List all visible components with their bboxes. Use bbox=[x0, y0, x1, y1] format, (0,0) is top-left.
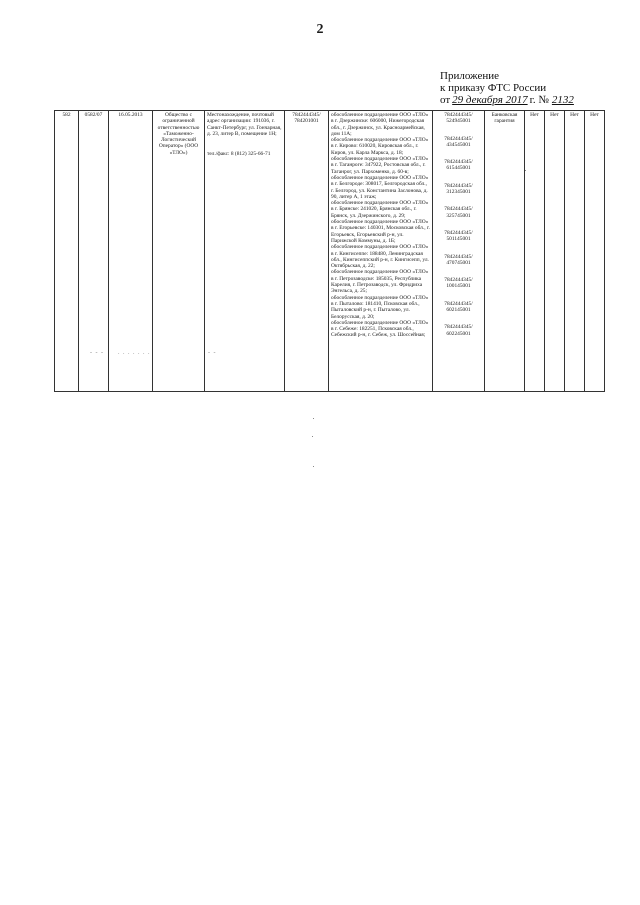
page-number: 2 bbox=[316, 22, 324, 37]
scan-artifact: - - - bbox=[90, 350, 104, 356]
branch-inn: 7842444345/ 434545001 bbox=[444, 135, 473, 148]
scan-artifact bbox=[312, 436, 313, 437]
organization-address: Местонахождение, почтовый адрес организации: 191036, г. Санкт-Петербург, ул. Гончарная, д. 23, литер В, помещение 1Н; bbox=[207, 112, 282, 137]
branch-inn: 7842444345/ 100145001 bbox=[444, 277, 473, 290]
order-date: 29 декабря 2017 bbox=[452, 94, 528, 106]
branch-item: обособленное подразделение ООО «ТЛО» в г. Пыталово: 181410, Псковская обл., Пыталовский р-н, г. Пыталово, ул. Белорусская, д. 20; bbox=[331, 294, 429, 320]
organization-name: Общество с ограниченной ответственностью «Таможенно-Логистический Оператор» (ООО «ТЛО») bbox=[153, 111, 205, 392]
branches-cell bbox=[329, 111, 433, 392]
scan-artifact bbox=[525, 170, 526, 171]
organization-address-cell bbox=[205, 111, 285, 392]
branch-inn: 7842444345/ 325745001 bbox=[444, 206, 473, 219]
branch-inn: 7842444345/ 312345001 bbox=[444, 182, 473, 196]
status-cell-b: Нет bbox=[545, 111, 565, 392]
branch-item: обособленное подразделение ООО «ТЛО» в г. Брянске: 241020, Брянская обл., г. Брянск, ул. Дзержинского, д. 29; bbox=[331, 200, 429, 219]
branch-item: обособленное подразделение ООО «ТЛО» в г. Дзержинске: 606000, Нижегородская обл., г. Дзержинск, ул. Красноармейская, дом 11А; bbox=[331, 112, 429, 137]
scan-artifact bbox=[313, 466, 314, 467]
order-suffix: г. № bbox=[529, 94, 549, 106]
organization-phone: тел./факс: 8 (812) 325-66-71 bbox=[207, 151, 271, 158]
branch-item: обособленное подразделение ООО «ТЛО» в г. Петрозаводске: 185035, Республика Карелия, г. Петрозаводск, ул. Фридриха Энгельса, д. 25; bbox=[331, 269, 429, 295]
appendix-header bbox=[440, 70, 574, 106]
status-cell-a: Нет bbox=[525, 111, 545, 392]
branch-inn: 7842444345/ 470745001 bbox=[444, 253, 473, 266]
order-number: 2132 bbox=[551, 94, 574, 106]
order-line bbox=[440, 94, 574, 106]
branch-inn: 7842444345/ 602245001 bbox=[444, 324, 473, 337]
branch-inn: 7842444345/ 615445001 bbox=[444, 159, 473, 172]
row-number: 582 bbox=[55, 111, 79, 392]
branch-item: обособленное подразделение ООО «ТЛО» в г. Кингисеппе: 188480, Ленинградская обл., Кингисеппский р-н, г. Кингисепп, ул. Октябрьская, д. 22; bbox=[331, 244, 429, 270]
branch-inn: 7842444345/ 524945001 bbox=[444, 112, 473, 125]
branch-inn: 7842444345/ 501145001 bbox=[444, 229, 473, 243]
guarantee-type: Банковская гарантия bbox=[485, 111, 525, 392]
inn-kpp: 7842444345/ 784201001 bbox=[285, 111, 329, 392]
registration-number: 0582/07 bbox=[79, 111, 109, 392]
branch-item: обособленное подразделение ООО «ТЛО» в г. Таганроге: 347922, Ростовская обл., г. Таганрог, ул. Пархоменко, д. 60-в; bbox=[331, 156, 429, 175]
order-prefix: от bbox=[440, 94, 451, 106]
status-cell-c: Нет bbox=[565, 111, 585, 392]
branch-item: обособленное подразделение ООО «ТЛО» в г. Белгороде: 308017, Белгородская обл., г. Белгород, ул. Константина Заслонова, д. 90, литер А, 1 этаж; bbox=[331, 174, 429, 200]
status-cell-d: Нет bbox=[585, 111, 605, 392]
appendix-title: Приложение bbox=[440, 70, 500, 82]
branch-item: обособленное подразделение ООО «ТЛО» в г. Егорьевске: 140301, Московская обл., г. Егорьевск, Егорьевский р-н, ул. Парижской Коммуны, д. 1Б; bbox=[331, 219, 430, 244]
branch-item: обособленное подразделение ООО «ТЛО» в г. Кирово: 610020, Кировская обл., г. Киров, ул. Карла Маркса, д. 18; bbox=[331, 137, 429, 156]
branch-inn-cell bbox=[433, 111, 485, 392]
scan-artifact bbox=[313, 418, 314, 419]
branch-inn: 7842444345/ 602145001 bbox=[444, 300, 473, 314]
branch-item: обособленное подразделение ООО «ТЛО» в г. Себеже: 182251, Псковская обл., Себежский р-н, г. Себеж, ул. Шоссейная; bbox=[331, 319, 429, 339]
appendix-order-ref: к приказу ФТС России bbox=[440, 82, 547, 94]
scan-artifact: - - bbox=[208, 350, 217, 356]
scan-artifact: . . . . . . . bbox=[118, 350, 151, 356]
inclusion-date: 16.05.2013 bbox=[109, 111, 153, 392]
